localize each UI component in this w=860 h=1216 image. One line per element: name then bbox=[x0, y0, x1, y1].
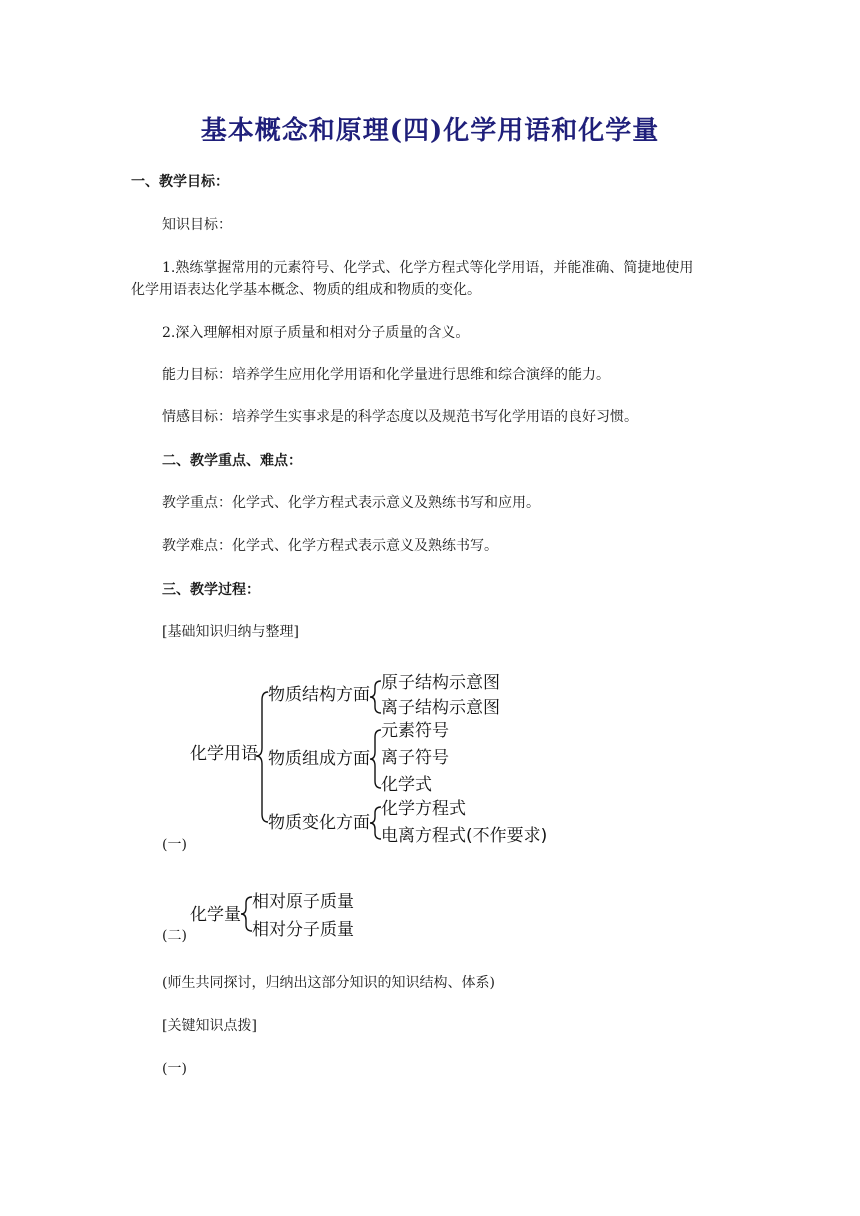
goal-1-line-2: 化学用语表达化学基本概念、物质的组成和物质的变化。 bbox=[131, 282, 481, 298]
page-title: 基本概念和原理(四)化学用语和化学量 bbox=[200, 116, 660, 146]
item-chemical-formula: 化学式 bbox=[381, 775, 432, 795]
part-1b-label: (一) bbox=[162, 1061, 187, 1077]
basic-knowledge-label: [基础知识归纳与整理] bbox=[162, 624, 299, 640]
item-ion-structure: 离子结构示意图 bbox=[381, 698, 500, 718]
emotion-goal: 情感目标：培养学生实事求是的科学态度以及规范书写化学用语的良好习惯。 bbox=[162, 409, 638, 425]
item-ion-symbol: 离子符号 bbox=[381, 748, 449, 768]
discussion-note: (师生共同探讨，归纳出这部分知识的知识结构、体系) bbox=[162, 975, 495, 991]
item-element-symbol: 元素符号 bbox=[381, 721, 449, 741]
item-ionization-equation: 电离方程式(不作要求) bbox=[381, 826, 548, 846]
diagram-root: 化学用语 bbox=[190, 744, 258, 764]
part-1-label: (一) bbox=[162, 837, 187, 853]
difficult-point: 教学难点：化学式、化学方程式表示意义及熟练书写。 bbox=[162, 538, 498, 554]
branch-change: 物质变化方面 bbox=[268, 813, 370, 833]
section-heading-key-points: 二、教学重点、难点： bbox=[162, 453, 302, 469]
goal-1-line-1: 1.熟练掌握常用的元素符号、化学式、化学方程式等化学用语，并能准确、简捷地使用 bbox=[162, 260, 694, 276]
section-heading-goals: 一、教学目标： bbox=[131, 174, 229, 190]
branch-structure: 物质结构方面 bbox=[268, 685, 370, 705]
key-point: 教学重点：化学式、化学方程式表示意义及熟练书写和应用。 bbox=[162, 495, 540, 511]
knowledge-goal-label: 知识目标： bbox=[162, 217, 232, 233]
branch-composition: 物质组成方面 bbox=[268, 749, 370, 769]
item-relative-atomic-mass: 相对原子质量 bbox=[252, 892, 354, 912]
part-2-label: (二) bbox=[162, 928, 187, 944]
diagram2-root: 化学量 bbox=[190, 905, 241, 925]
section-heading-process: 三、教学过程： bbox=[162, 582, 260, 598]
item-atom-structure: 原子结构示意图 bbox=[381, 673, 500, 693]
ability-goal: 能力目标：培养学生应用化学用语和化学量进行思维和综合演绎的能力。 bbox=[162, 367, 610, 383]
goal-2: 2.深入理解相对原子质量和相对分子质量的含义。 bbox=[162, 325, 470, 341]
key-knowledge-label: [关键知识点拨] bbox=[162, 1018, 257, 1034]
item-relative-molecular-mass: 相对分子质量 bbox=[252, 920, 354, 940]
item-chemical-equation: 化学方程式 bbox=[381, 799, 466, 819]
